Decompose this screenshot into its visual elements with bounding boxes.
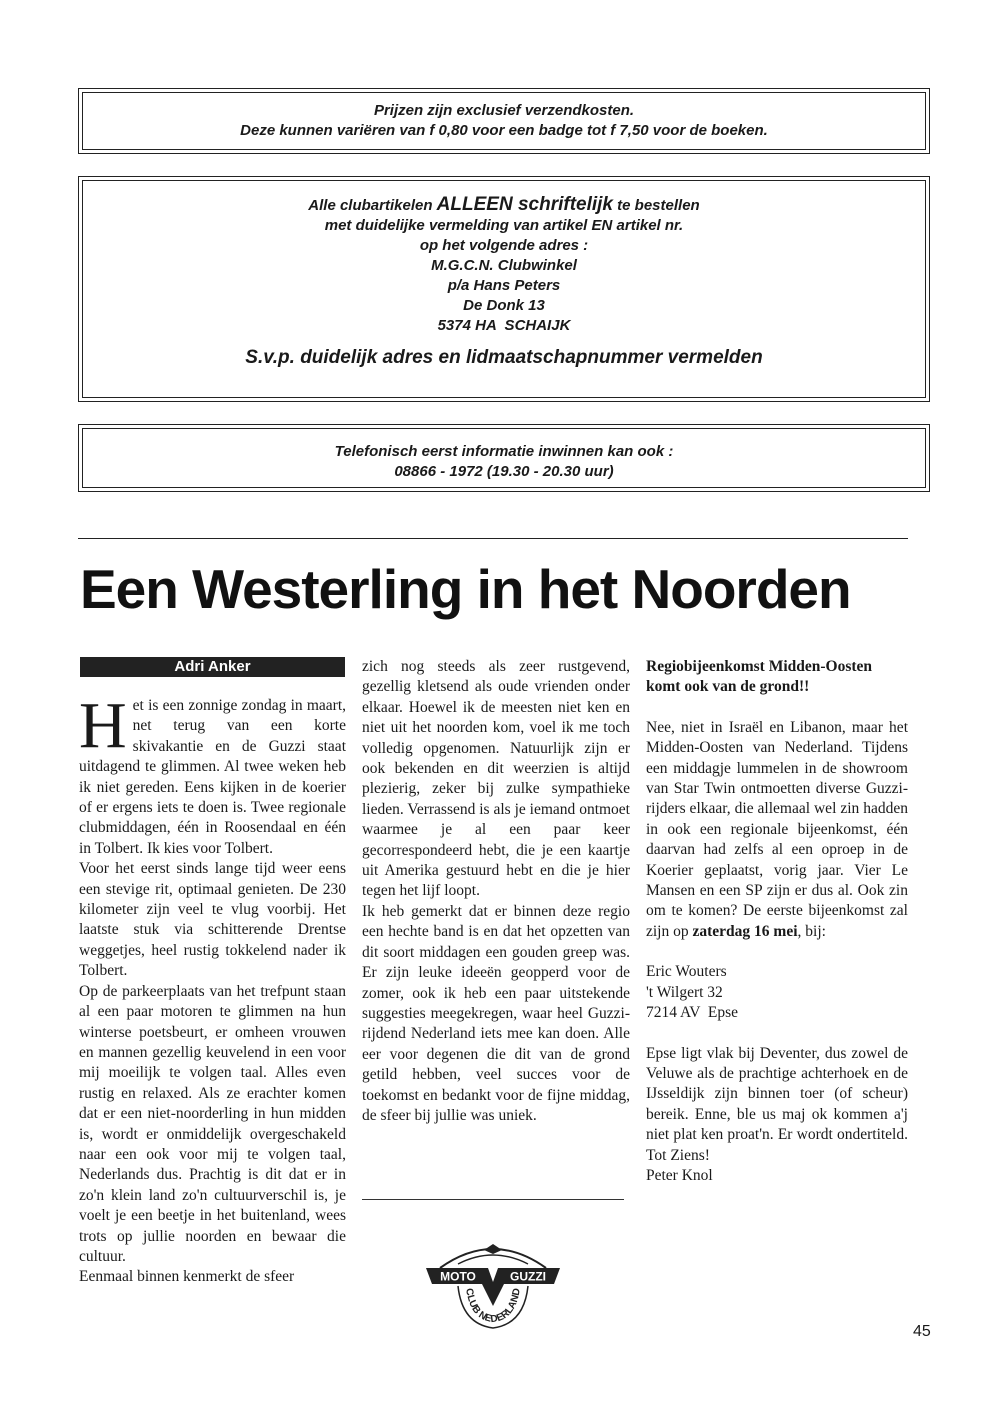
paragraph-text: et is een zonnige zondag in maart, net terug van een korte skivakantie en de Guzzi staat uitdagend te glimmen. Al twee weken heb ik niet gereden. Eens kijken in de koerier of er ergens iets te doen is. Twee regionale clubmiddagen, één in Roosendaal en één in Tolbert. Ik kies voor Tolbert. — [79, 697, 346, 857]
address-line: 7214 AV Epse — [646, 1004, 739, 1022]
paragraph-text-end: , bij: — [797, 922, 826, 940]
title-divider — [78, 538, 908, 539]
order-address-city: 5374 HA SCHAIJK — [437, 317, 571, 334]
order-line-1 — [79, 195, 929, 216]
page-number: 45 — [913, 1323, 931, 1340]
order-line-3: op het volgende adres : — [419, 237, 589, 254]
price-notice-line-2: Deze kunnen variëren van f 0,80 voor een badge tot f 7,50 voor de boeken. — [240, 122, 768, 139]
order-line-1-end: te bestellen — [613, 197, 700, 214]
section-heading: Regiobijeenkomst Midden-Oosten komt ook van de grond!! — [646, 658, 873, 696]
phone-notice-line-1: Telefonisch eerst informatie inwinnen kan ook : — [334, 443, 674, 460]
phone-notice-box — [78, 424, 930, 492]
paragraph: Ik heb gemerkt dat er binnen deze regio een hechte band is en dat het opzetten van dit soort middagen een gouden greep was. Er zijn leuke ideeën geopperd voor de zomer, ook ik heb een paar uitstekende suggesties meegekregen, waar heel Guzzi-rijdend Nederland iets mee kan doen. Alle eer voor degenen die dit van de grond getild hebben, veel succes voor de toekomst en bedankt voor de fijne middag, de sfeer bij jullie was uniek. — [362, 902, 630, 1124]
author-byline: Adri Anker — [80, 657, 345, 677]
signature: Peter Knol — [646, 1166, 713, 1184]
paragraph-text: Nee, niet in Israël en Libanon, maar het Midden-Oosten van Nederland. Tijdens een middagje lummelen in de showroom van Star Twin ontmoetten diverse Guzzi-rijders elkaar, die allemaal wel zin hadden in ook een regionale bijeenkomst, één daarvan had zelfs al een oproep in de Koerier geplaatst, vorig jaar. Vier Le Mansen en een SP zijn er dus al. Ook zin om te komen? De eerste bijeenkomst zal zijn op — [646, 718, 908, 940]
address-line: Eric Wouters — [646, 963, 727, 981]
order-line-membership: S.v.p. duidelijk adres en lidmaatschapnummer vermelden — [245, 347, 763, 368]
article-column-3 — [646, 657, 908, 1186]
paragraph: Op de parkeerplaats van het trefpunt staan al een paar motoren te glimmen na hun winterse poetsbeurt, er omheen vrouwen en mannen gezellig keuvelend in een voor mij moeilijk te volgen taal. Alles even rustig en relaxed. Als ze erachter komen dat er een niet-noorderling in hun midden is, wordt er onmiddelijk overgeschakeld naar een ook voor mij te volgen taal, Nederlands dus. Prachtig is dit dat er in zo'n klein land zo'n cultuurverschil is, je voelt je een beetje in het buitenland, wees trots op jullie noorden en bewaar die cultuur. — [79, 982, 346, 1265]
price-notice-line-1: Prijzen zijn exclusief verzendkosten. — [373, 102, 635, 119]
paragraph: Voor het eerst sinds lange tijd weer eens een stevige rit, optimaal genieten. De 230 kilometer zijn veel te vlug voorbij. Het laatste stuk via schitterende Drentse weggetjes, heel rustig tokkelend nader ik Tolbert. — [79, 860, 346, 980]
meeting-date: zaterdag 16 mei — [692, 922, 798, 940]
article-column-1 — [79, 689, 346, 1288]
address-line: 't Wilgert 32 — [646, 983, 723, 1001]
logo-moto-text: MOTO — [440, 1269, 476, 1284]
paragraph: Epse ligt vlak bij Deventer, dus zowel de Veluwe als de prachtige achterhoek en de IJsseldijk zijn binnen toer (of scheur) bereik. Enne, ble us maj ok kommen a'j niet plat ken proat'n. Er wordt ondertiteld. Tot Ziens! — [646, 1044, 908, 1164]
order-line-1-start: Alle clubartikelen — [308, 197, 437, 214]
order-line-2: met duidelijke vermelding van artikel EN artikel nr. — [324, 217, 684, 234]
logo-guzzi-text: GUZZI — [510, 1269, 546, 1284]
order-address-street: De Donk 13 — [463, 297, 545, 314]
paragraph: zich nog steeds als zeer rustgevend, gezellig kletsend als oude vrienden onder elkaar. Hoewel ik de meesten niet ken en niet uit het noorden kom, voel ik me toch volledig opgenomen. Natuurlijk zijn er ook bekenden en dit weerzien is altijd plezierig, zeker bij zulke sympathieke lieden. Verrassend is als je iemand ontmoet waarmee je al een paar keer gecorrespondeerd hebt, die je een kaartje uit Amerika gestuurd hebt en die je hier tegen het lijf loopt. — [362, 658, 630, 900]
drop-cap: H — [79, 689, 127, 762]
paragraph — [79, 689, 346, 859]
order-line-1-emphasis: ALLEEN schriftelijk — [436, 194, 613, 215]
price-notice-box — [78, 88, 930, 154]
order-address-name: M.G.C.N. Clubwinkel — [431, 257, 577, 274]
paragraph: Eenmaal binnen kenmerkt de sfeer — [79, 1268, 295, 1286]
moto-guzzi-club-logo — [418, 1224, 568, 1334]
paragraph — [646, 718, 908, 942]
article-title: Een Westerling in het Noorden — [80, 558, 851, 620]
column-end-rule — [362, 1199, 624, 1200]
order-address-attn: p/a Hans Peters — [447, 277, 561, 294]
order-notice-box — [78, 176, 930, 402]
phone-notice-line-2: 08866 - 1972 (19.30 - 20.30 uur) — [394, 463, 614, 480]
logo-ring-textpath: CLUB NEDERLAND — [463, 1287, 523, 1326]
article-column-2 — [362, 657, 630, 1126]
